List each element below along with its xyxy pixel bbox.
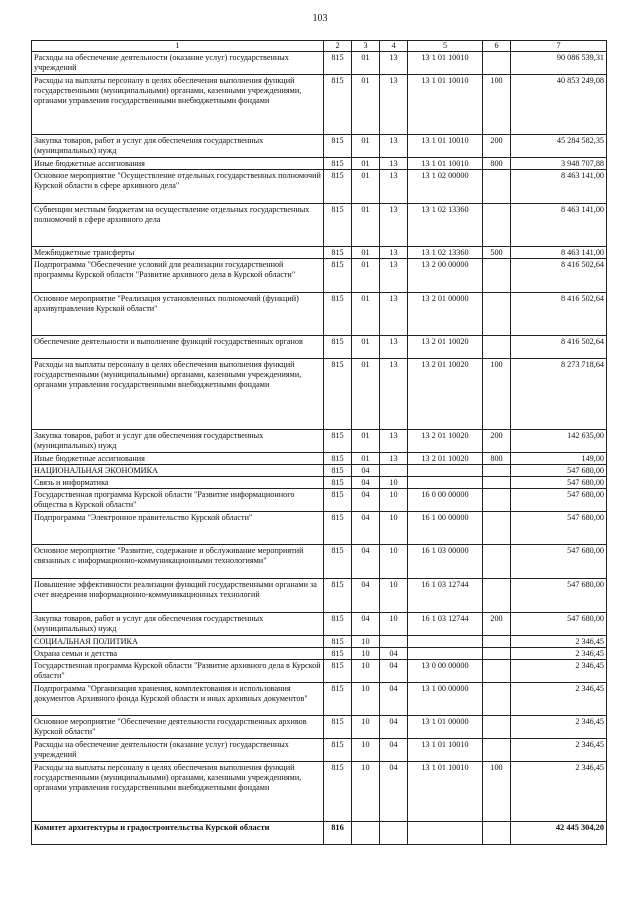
row-expense-type: [483, 204, 511, 247]
row-section: 01: [352, 259, 380, 293]
row-subsection: [380, 636, 408, 648]
row-code: 815: [324, 512, 352, 545]
row-amount: 2 346,45: [511, 739, 607, 762]
row-section: 04: [352, 545, 380, 579]
row-subsection: 10: [380, 613, 408, 636]
row-expense-type: 200: [483, 430, 511, 453]
row-subsection: [380, 465, 408, 477]
row-code: 815: [324, 613, 352, 636]
row-name: Закупка товаров, работ и услуг для обеспечения государственных (муниципальных) нужд: [32, 613, 324, 636]
column-header: 5: [408, 41, 483, 52]
table-row: [32, 512, 607, 545]
row-amount: 547 680,00: [511, 545, 607, 579]
row-amount: 142 635,00: [511, 430, 607, 453]
row-code: 815: [324, 739, 352, 762]
row-amount: 45 284 582,35: [511, 135, 607, 158]
row-section: 04: [352, 489, 380, 512]
page-number: 103: [312, 13, 328, 24]
row-amount: 2 346,45: [511, 716, 607, 739]
row-amount: 8 463 141,00: [511, 170, 607, 204]
table-row: [32, 52, 607, 75]
table-row: [32, 259, 607, 293]
row-target-article: 13 1 02 13360: [408, 204, 483, 247]
row-subsection: 04: [380, 716, 408, 739]
row-amount: 547 680,00: [511, 613, 607, 636]
row-code: 815: [324, 135, 352, 158]
row-amount: 90 086 539,31: [511, 52, 607, 75]
row-subsection: 04: [380, 683, 408, 716]
row-target-article: 13 2 01 00000: [408, 293, 483, 336]
table-row: [32, 293, 607, 336]
row-subsection: 10: [380, 477, 408, 489]
table-row: [32, 75, 607, 135]
row-section: 01: [352, 359, 380, 430]
row-target-article: 13 1 02 00000: [408, 170, 483, 204]
row-expense-type: [483, 170, 511, 204]
row-section: 01: [352, 293, 380, 336]
row-code: 815: [324, 293, 352, 336]
row-target-article: 13 1 01 10010: [408, 52, 483, 75]
row-code: 815: [324, 660, 352, 683]
row-expense-type: [483, 259, 511, 293]
table-row: [32, 822, 607, 845]
table-header-row: [32, 41, 607, 52]
row-code: 815: [324, 359, 352, 430]
row-name: Расходы на выплаты персоналу в целях обеспечения выполнения функций государственными (муниципальными) органами, казенными учреждениями, органами управления государственными внебюджетными фондами: [32, 359, 324, 430]
row-name: СОЦИАЛЬНАЯ ПОЛИТИКА: [32, 636, 324, 648]
row-section: 04: [352, 512, 380, 545]
row-target-article: 13 2 01 10020: [408, 336, 483, 359]
row-expense-type: [483, 545, 511, 579]
row-section: 01: [352, 158, 380, 170]
row-amount: 547 680,00: [511, 465, 607, 477]
table-row: [32, 545, 607, 579]
row-subsection: 13: [380, 204, 408, 247]
row-subsection: [380, 822, 408, 845]
row-expense-type: 200: [483, 135, 511, 158]
row-target-article: 13 2 00 00000: [408, 259, 483, 293]
row-section: 01: [352, 75, 380, 135]
row-amount: 42 445 304,20: [511, 822, 607, 845]
row-expense-type: [483, 336, 511, 359]
row-code: 816: [324, 822, 352, 845]
row-subsection: 10: [380, 512, 408, 545]
row-subsection: 13: [380, 336, 408, 359]
row-subsection: 10: [380, 545, 408, 579]
row-section: 01: [352, 453, 380, 465]
row-name: Основное мероприятие "Реализация установленных полномочий (функций) архивуправления Курской области": [32, 293, 324, 336]
column-header: 6: [483, 41, 511, 52]
row-code: 815: [324, 683, 352, 716]
row-section: 01: [352, 336, 380, 359]
row-target-article: 13 0 00 00000: [408, 660, 483, 683]
row-subsection: 13: [380, 259, 408, 293]
row-code: 815: [324, 762, 352, 822]
row-amount: 547 680,00: [511, 489, 607, 512]
row-expense-type: [483, 52, 511, 75]
row-target-article: 13 1 01 10010: [408, 762, 483, 822]
row-section: 01: [352, 247, 380, 259]
row-subsection: 04: [380, 762, 408, 822]
row-expense-type: [483, 660, 511, 683]
row-expense-type: [483, 489, 511, 512]
row-subsection: 13: [380, 52, 408, 75]
row-subsection: 10: [380, 489, 408, 512]
row-section: 10: [352, 636, 380, 648]
row-name: Основное мероприятие "Развитие, содержание и обслуживание мероприятий связанных с информационно-коммуникационными технологиями": [32, 545, 324, 579]
row-amount: 2 346,45: [511, 660, 607, 683]
row-name: Основное мероприятие "Обеспечение деятельности государственных архивов Курской области": [32, 716, 324, 739]
row-section: 10: [352, 716, 380, 739]
row-code: 815: [324, 204, 352, 247]
row-target-article: 13 2 01 10020: [408, 453, 483, 465]
row-code: 815: [324, 170, 352, 204]
row-target-article: 16 0 00 00000: [408, 489, 483, 512]
budget-table: [31, 40, 607, 845]
row-name: Расходы на выплаты персоналу в целях обеспечения выполнения функций государственными (муниципальными) органами, казенными учреждениями, органами управления государственными внебюджетными фондами: [32, 75, 324, 135]
row-section: 04: [352, 613, 380, 636]
row-name: Подпрограмма "Электронное правительство Курской области": [32, 512, 324, 545]
row-subsection: 13: [380, 135, 408, 158]
row-target-article: 13 1 01 10010: [408, 158, 483, 170]
row-section: 01: [352, 430, 380, 453]
row-expense-type: 500: [483, 247, 511, 259]
row-target-article: 13 1 01 10010: [408, 75, 483, 135]
row-code: 815: [324, 158, 352, 170]
table-row: [32, 465, 607, 477]
row-section: 10: [352, 762, 380, 822]
row-section: 10: [352, 648, 380, 660]
column-header: 7: [511, 41, 607, 52]
row-code: 815: [324, 716, 352, 739]
row-name: НАЦИОНАЛЬНАЯ ЭКОНОМИКА: [32, 465, 324, 477]
row-expense-type: 100: [483, 75, 511, 135]
row-amount: 547 680,00: [511, 477, 607, 489]
row-amount: 8 416 502,64: [511, 336, 607, 359]
row-name: Расходы на обеспечение деятельности (оказание услуг) государственных учреждений: [32, 52, 324, 75]
row-subsection: 13: [380, 453, 408, 465]
row-subsection: 13: [380, 170, 408, 204]
row-name: Государственная программа Курской области "Развитие архивного дела в Курской области": [32, 660, 324, 683]
row-expense-type: [483, 636, 511, 648]
table-row: [32, 683, 607, 716]
row-amount: 8 273 718,64: [511, 359, 607, 430]
table-row: [32, 613, 607, 636]
row-code: 815: [324, 336, 352, 359]
row-code: 815: [324, 465, 352, 477]
row-name: Повышение эффективности реализации функций государственными органами за счет внедрения информационно-коммуникационных технологий: [32, 579, 324, 613]
row-expense-type: 800: [483, 453, 511, 465]
column-header: 2: [324, 41, 352, 52]
row-name: Расходы на выплаты персоналу в целях обеспечения выполнения функций государственными (муниципальными) органами, казенными учреждениями, органами управления государственными внебюджетными фондами: [32, 762, 324, 822]
row-subsection: 13: [380, 75, 408, 135]
row-target-article: [408, 465, 483, 477]
row-section: 04: [352, 579, 380, 613]
column-header: 3: [352, 41, 380, 52]
row-code: 815: [324, 259, 352, 293]
row-amount: 8 463 141,00: [511, 204, 607, 247]
row-name: Подпрограмма "Организация хранения, комплектования и использования документов Архивного фонда Курской области и иных архивных документов": [32, 683, 324, 716]
row-name: Межбюджетные трансферты: [32, 247, 324, 259]
row-section: 10: [352, 683, 380, 716]
row-amount: 547 680,00: [511, 512, 607, 545]
row-name: Обеспечение деятельности и выполнение функций государственных органов: [32, 336, 324, 359]
row-name: Субвенции местным бюджетам на осуществление отдельных государственных полномочий в сфере архивного дела: [32, 204, 324, 247]
row-amount: 2 346,45: [511, 683, 607, 716]
row-name: Основное мероприятие "Осуществление отдельных государственных полномочий Курской области в сфере архивного дела": [32, 170, 324, 204]
row-amount: 8 416 502,64: [511, 259, 607, 293]
row-expense-type: [483, 293, 511, 336]
row-expense-type: 800: [483, 158, 511, 170]
row-expense-type: [483, 683, 511, 716]
table-row: [32, 430, 607, 453]
table-row: [32, 359, 607, 430]
row-name: Охрана семьи и детства: [32, 648, 324, 660]
row-subsection: 04: [380, 648, 408, 660]
row-section: [352, 822, 380, 845]
row-code: 815: [324, 579, 352, 613]
row-expense-type: [483, 512, 511, 545]
row-expense-type: [483, 477, 511, 489]
row-expense-type: [483, 739, 511, 762]
table-row: [32, 648, 607, 660]
table-row: [32, 158, 607, 170]
row-amount: 40 853 249,08: [511, 75, 607, 135]
row-target-article: 13 1 01 10010: [408, 739, 483, 762]
row-section: 01: [352, 52, 380, 75]
table-row: [32, 716, 607, 739]
table-row: [32, 247, 607, 259]
row-section: 10: [352, 660, 380, 683]
row-target-article: 13 2 01 10020: [408, 359, 483, 430]
row-target-article: 13 1 01 00000: [408, 716, 483, 739]
row-code: 815: [324, 636, 352, 648]
row-code: 815: [324, 453, 352, 465]
column-header: 4: [380, 41, 408, 52]
table-row: [32, 336, 607, 359]
row-expense-type: [483, 822, 511, 845]
row-code: 815: [324, 247, 352, 259]
row-name: Закупка товаров, работ и услуг для обеспечения государственных (муниципальных) нужд: [32, 135, 324, 158]
row-amount: 2 346,45: [511, 648, 607, 660]
row-subsection: 13: [380, 247, 408, 259]
row-name: Закупка товаров, работ и услуг для обеспечения государственных (муниципальных) нужд: [32, 430, 324, 453]
row-expense-type: [483, 716, 511, 739]
row-section: 01: [352, 135, 380, 158]
row-amount: 8 416 502,64: [511, 293, 607, 336]
row-section: 10: [352, 739, 380, 762]
table-row: [32, 579, 607, 613]
row-subsection: 04: [380, 739, 408, 762]
row-subsection: 13: [380, 158, 408, 170]
table-row: [32, 170, 607, 204]
row-subsection: 13: [380, 430, 408, 453]
table-row: [32, 204, 607, 247]
row-name: Комитет архитектуры и градостроительства Курской области: [32, 822, 324, 845]
row-target-article: 16 1 03 00000: [408, 545, 483, 579]
table-row: [32, 636, 607, 648]
row-name: Связь и информатика: [32, 477, 324, 489]
row-amount: 547 680,00: [511, 579, 607, 613]
row-target-article: [408, 648, 483, 660]
row-amount: 2 346,45: [511, 636, 607, 648]
table-row: [32, 135, 607, 158]
column-header: 1: [32, 41, 324, 52]
row-code: 815: [324, 489, 352, 512]
row-expense-type: 200: [483, 613, 511, 636]
row-target-article: 13 1 02 13360: [408, 247, 483, 259]
row-subsection: 04: [380, 660, 408, 683]
row-amount: 8 463 141,00: [511, 247, 607, 259]
row-expense-type: [483, 648, 511, 660]
table-row: [32, 762, 607, 822]
row-name: Иные бюджетные ассигнования: [32, 158, 324, 170]
row-target-article: 13 2 01 10020: [408, 430, 483, 453]
row-expense-type: [483, 465, 511, 477]
row-name: Иные бюджетные ассигнования: [32, 453, 324, 465]
row-target-article: [408, 477, 483, 489]
table-row: [32, 453, 607, 465]
row-target-article: 13 1 00 00000: [408, 683, 483, 716]
table-row: [32, 489, 607, 512]
row-target-article: 13 1 01 10010: [408, 135, 483, 158]
row-code: 815: [324, 430, 352, 453]
row-name: Подпрограмма "Обеспечение условий для реализации государственной программы Курской области "Развитие архивного дела в Курской области": [32, 259, 324, 293]
row-subsection: 10: [380, 579, 408, 613]
row-code: 815: [324, 545, 352, 579]
row-target-article: 16 1 03 12744: [408, 613, 483, 636]
row-target-article: 16 1 03 12744: [408, 579, 483, 613]
table-row: [32, 660, 607, 683]
row-expense-type: [483, 579, 511, 613]
table-row: [32, 477, 607, 489]
table-row: [32, 739, 607, 762]
row-subsection: 13: [380, 359, 408, 430]
row-name: Государственная программа Курской области "Развитие информационного общества в Курской области": [32, 489, 324, 512]
row-section: 04: [352, 477, 380, 489]
row-section: 01: [352, 170, 380, 204]
row-section: 01: [352, 204, 380, 247]
row-name: Расходы на обеспечение деятельности (оказание услуг) государственных учреждений: [32, 739, 324, 762]
row-subsection: 13: [380, 293, 408, 336]
row-target-article: 16 1 00 00000: [408, 512, 483, 545]
row-section: 04: [352, 465, 380, 477]
row-amount: 2 346,45: [511, 762, 607, 822]
row-code: 815: [324, 52, 352, 75]
row-target-article: [408, 636, 483, 648]
row-amount: 3 948 707,88: [511, 158, 607, 170]
row-code: 815: [324, 75, 352, 135]
row-expense-type: 100: [483, 762, 511, 822]
row-target-article: [408, 822, 483, 845]
row-expense-type: 100: [483, 359, 511, 430]
row-code: 815: [324, 477, 352, 489]
row-code: 815: [324, 648, 352, 660]
row-amount: 149,00: [511, 453, 607, 465]
